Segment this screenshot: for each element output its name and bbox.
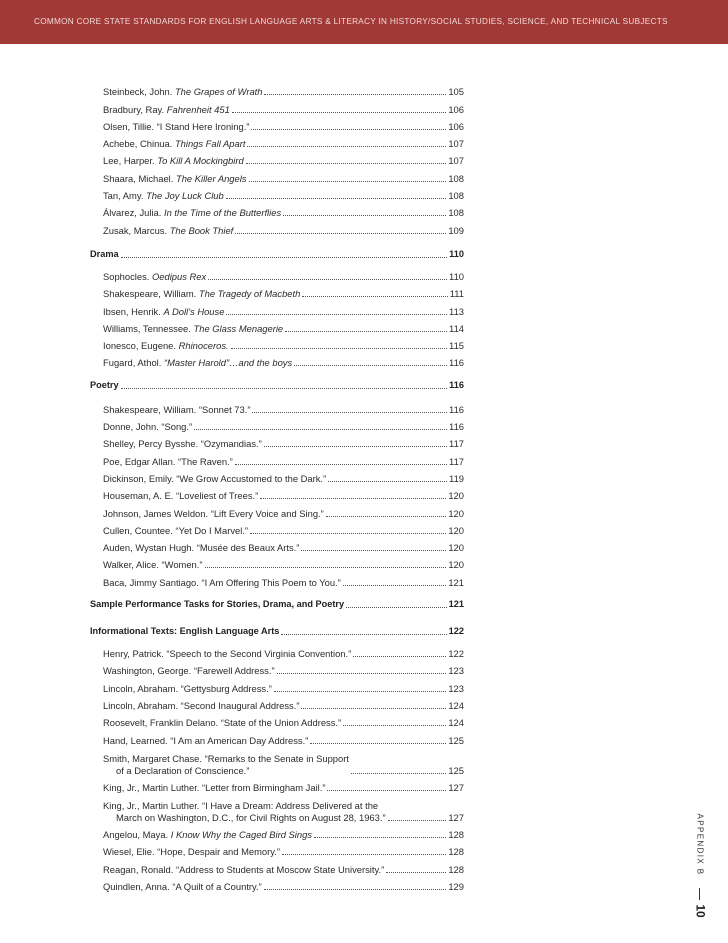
toc-section-poetry[interactable]: Poetry 116 [90, 380, 464, 391]
toc-entry[interactable]: Baca, Jimmy Santiago. “I Am Offering This Poem to You.” 121 [103, 576, 464, 588]
appendix-marker [690, 813, 710, 918]
toc-entry[interactable]: Washington, George. “Farewell Address.” 123 [103, 665, 464, 677]
toc-entry[interactable]: Quindlen, Anna. “A Quilt of a Country.” 129 [103, 880, 464, 892]
table-of-contents [90, 81, 464, 893]
toc-entry[interactable]: Lincoln, Abraham. “Second Inaugural Address.” 124 [103, 699, 464, 711]
toc-entry[interactable]: Henry, Patrick. “Speech to the Second Virginia Convention.” 122 [103, 648, 464, 660]
toc-entry[interactable]: Roosevelt, Franklin Delano. “State of the Union Address.” 124 [103, 717, 464, 729]
divider [699, 888, 700, 900]
toc-entry[interactable]: Johnson, James Weldon. “Lift Every Voice and Sing.” 120 [103, 507, 464, 519]
appendix-label: APPENDIX B [695, 813, 705, 876]
toc-entry[interactable]: Lee, Harper. To Kill A Mockingbird 107 [103, 155, 464, 167]
toc-entry[interactable]: Poe, Edgar Allan. “The Raven.” 117 [103, 455, 464, 467]
toc-entry[interactable]: Shaara, Michael. The Killer Angels 108 [103, 172, 464, 184]
toc-entry[interactable]: Cullen, Countee. “Yet Do I Marvel.” 120 [103, 524, 464, 536]
toc-entry[interactable]: King, Jr., Martin Luther. “Letter from Birmingham Jail.” 127 [103, 781, 464, 793]
header-title: COMMON CORE STATE STANDARDS FOR ENGLISH LANGUAGE ARTS & LITERACY IN HISTORY/SOCIAL STUDIES, SCIENCE, AND TECHNICAL SUBJECTS [34, 17, 668, 26]
toc-section-performance-tasks[interactable]: Sample Performance Tasks for Stories, Drama, and Poetry 121 [90, 598, 464, 609]
toc-entry[interactable]: Shelley, Percy Bysshe. “Ozymandias.” 117 [103, 438, 464, 450]
toc-entry[interactable]: Fugard, Athol. “Master Harold”…and the boys 116 [103, 357, 464, 369]
toc-entry[interactable]: Reagan, Ronald. “Address to Students at Moscow State University.” 128 [103, 863, 464, 875]
toc-entry[interactable]: Steinbeck, John. The Grapes of Wrath 105 [103, 86, 464, 98]
toc-entry[interactable]: Olsen, Tillie. “I Stand Here Ironing.” 106 [103, 120, 464, 132]
toc-section-drama[interactable]: Drama 110 [90, 248, 464, 259]
toc-entry[interactable]: Hand, Learned. “I Am an American Day Address.” 125 [103, 734, 464, 746]
toc-entry[interactable]: Smith, Margaret Chase. “Remarks to the Senate in Support of a Declaration of Conscience.” 125 [103, 752, 464, 776]
toc-entry[interactable]: Shakespeare, William. “Sonnet 73.” 116 [103, 403, 464, 415]
toc-entry[interactable]: Williams, Tennessee. The Glass Menagerie 114 [103, 322, 464, 334]
toc-entry[interactable]: Lincoln, Abraham. “Gettysburg Address.” 123 [103, 682, 464, 694]
toc-entry[interactable]: Ionesco, Eugene. Rhinoceros. 115 [103, 340, 464, 352]
toc-entry[interactable]: Tan, Amy. The Joy Luck Club 108 [103, 190, 464, 202]
toc-entry[interactable]: Angelou, Maya. I Know Why the Caged Bird Sings 128 [103, 829, 464, 841]
toc-entry[interactable]: Achebe, Chinua. Things Fall Apart 107 [103, 138, 464, 150]
toc-entry[interactable]: Wiesel, Elie. “Hope, Despair and Memory.” 128 [103, 846, 464, 858]
toc-entry[interactable]: Sophocles. Oedipus Rex 110 [103, 270, 464, 282]
toc-entry[interactable]: Dickinson, Emily. “We Grow Accustomed to the Dark.” 119 [103, 472, 464, 484]
toc-section-informational-texts[interactable]: Informational Texts: English Language Arts 122 [90, 625, 464, 636]
toc-entry[interactable]: Álvarez, Julia. In the Time of the Butterflies 108 [103, 207, 464, 219]
toc-entry[interactable]: Bradbury, Ray. Fahrenheit 451 106 [103, 103, 464, 115]
toc-entry[interactable]: Houseman, A. E. “Loveliest of Trees.” 120 [103, 490, 464, 502]
header-bar [0, 0, 728, 44]
toc-entry[interactable]: Donne, John. “Song.” 116 [103, 421, 464, 433]
toc-entry[interactable]: King, Jr., Martin Luther. “I Have a Dream: Address Delivered at the March on Washington, D.C., for Civil Rights on August 28, 1963.” 127 [103, 799, 464, 823]
toc-entry[interactable]: Zusak, Marcus. The Book Thief 109 [103, 224, 464, 236]
toc-entry[interactable]: Shakespeare, William. The Tragedy of Macbeth 111 [103, 288, 464, 300]
toc-entry[interactable]: Ibsen, Henrik. A Doll’s House 113 [103, 305, 464, 317]
toc-entry[interactable]: Auden, Wystan Hugh. “Musée des Beaux Arts.” 120 [103, 542, 464, 554]
toc-entry[interactable]: Walker, Alice. “Women.” 120 [103, 559, 464, 571]
page-number: 10 [693, 904, 708, 918]
